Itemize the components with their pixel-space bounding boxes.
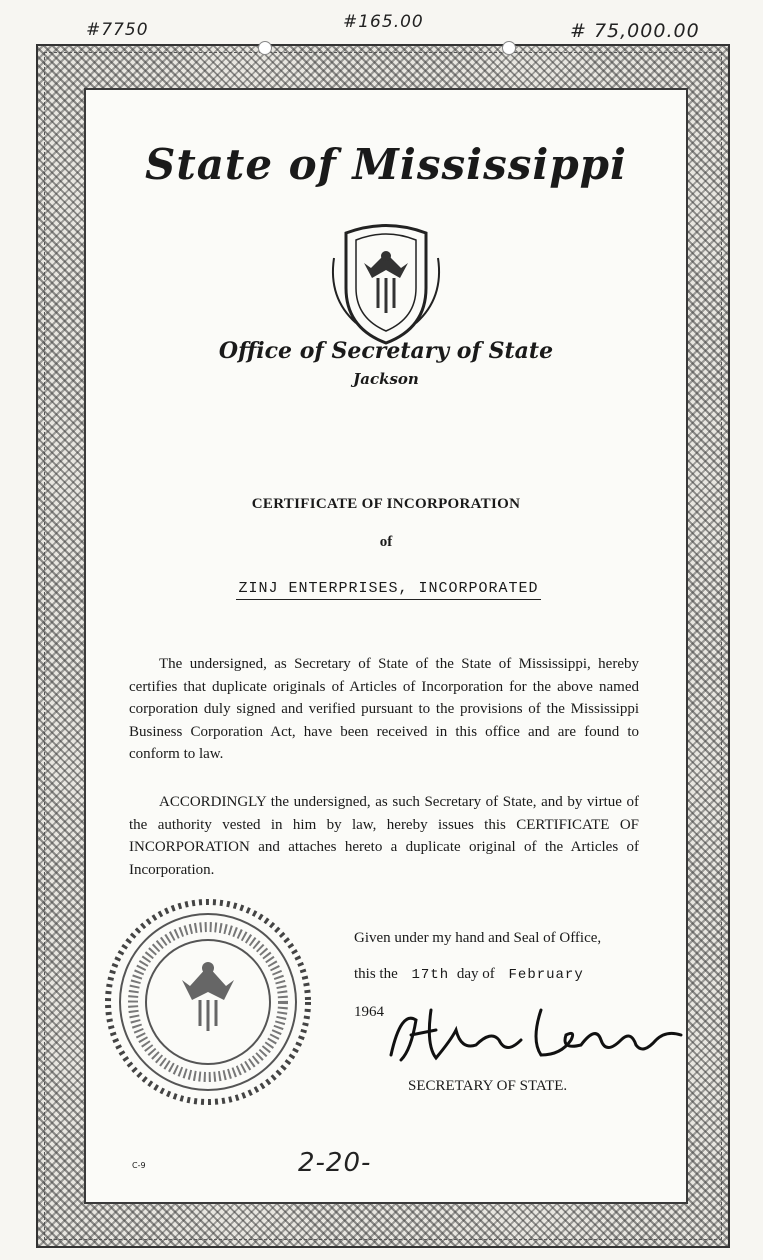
date-year: 1964 [354,1004,384,1020]
date-month: February [508,967,584,983]
page-title: State of Mississippi [144,140,628,189]
given-line: Given under my hand and Seal of Office, [354,930,602,946]
certification-paragraph: The undersigned, as Secretary of State of the State of Mississippi, hereby certifies that duplicate originals of Articles of Incorporation for the above named corporation duly signed and verified pursuant to the provisions of the Mississippi Business Corporation Act, have been received in this office and are found to conform to law. [129,656,639,762]
signature-title: SECRETARY OF STATE. [408,1078,568,1094]
handwritten-signature [381,1000,691,1070]
embossed-seal-icon [102,896,314,1108]
office-city: Jackson [353,370,419,388]
certificate-panel [84,88,688,1204]
date-day: 17th [411,967,450,983]
capital-note: # 75,000.00 [570,20,700,42]
certificate-of: of [379,534,393,550]
accordingly-paragraph: ACCORDINGLY the undersigned, as such Secretary of State, and by virtue of the authority vested in him by law, hereby issues this CERTIFICATE OF INCORPORATION and attaches hereto a duplicate original of the Articles of Incorporation. [129,794,639,878]
punch-hole-right [502,41,516,55]
date-day-of: day of [456,966,495,982]
corporation-name: ZINJ ENTERPRISES, INCORPORATED [236,580,541,600]
file-number-note: #7750 [86,20,149,40]
form-code: C-9 [132,1161,146,1170]
office-name: Office of Secretary of State [218,338,554,364]
punch-hole-left [258,41,272,55]
certificate-heading: CERTIFICATE OF INCORPORATION [251,496,521,512]
fee-note: #165.00 [343,12,424,32]
date-this-the: this the [354,966,398,982]
date-line [354,966,584,983]
bottom-note: 2-20- [298,1148,372,1178]
state-coat-of-arms-icon [326,218,446,348]
